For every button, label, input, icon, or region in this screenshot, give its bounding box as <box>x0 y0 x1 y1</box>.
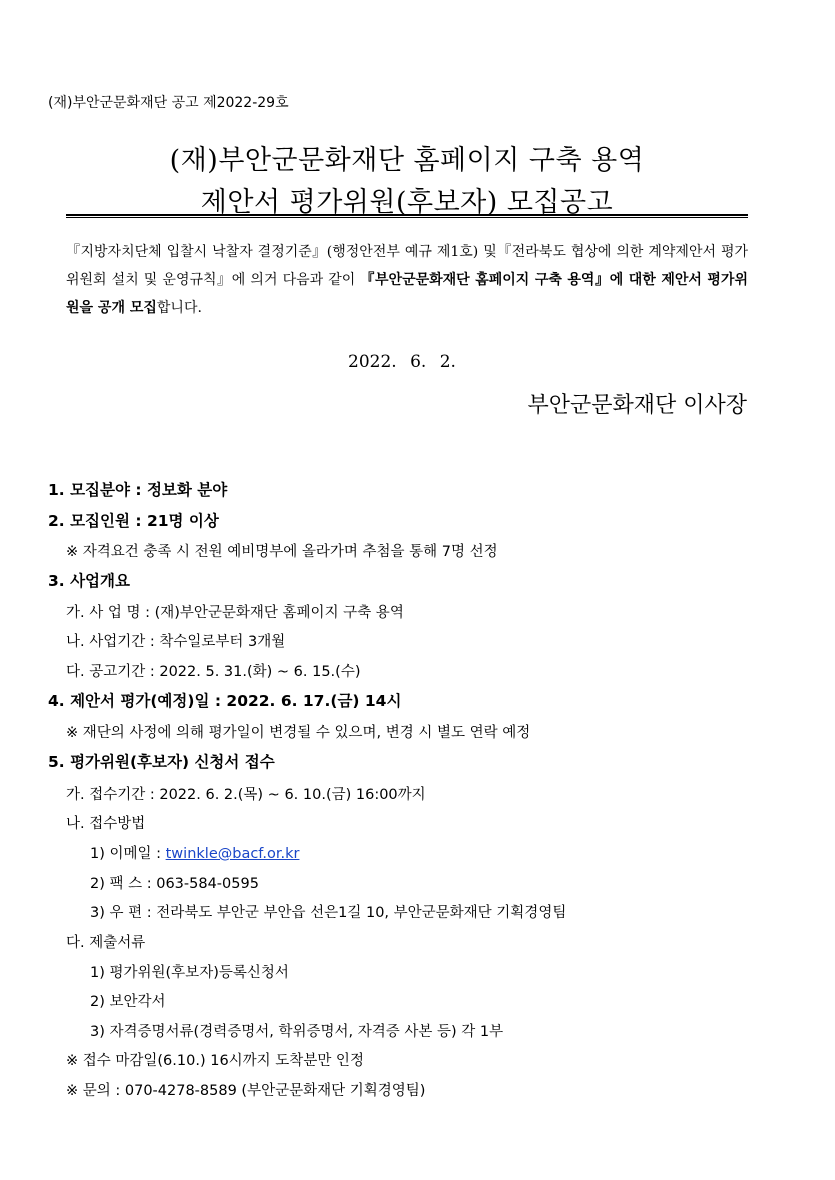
notice-title-line1: (재)부안군문화재단 홈페이지 구축 용역 <box>169 145 645 176</box>
contact-note: ※ 문의 : 070-4278-8589 (부안군문화재단 기획경영팀) <box>66 1083 426 1099</box>
section-2-heading: 2. 모집인원 : 21명 이상 <box>48 512 219 530</box>
section-5-item-b: 나. 접수방법 <box>66 816 146 832</box>
section-1-heading: 1. 모집분야 : 정보화 분야 <box>48 481 228 499</box>
section-3-item-b: 나. 사업기간 : 착수일로부터 3개월 <box>66 634 286 650</box>
document-item-1: 1) 평가위원(후보자)등록신청서 <box>90 965 289 981</box>
section-3-heading: 3. 사업개요 <box>48 572 130 590</box>
title-divider <box>66 214 748 218</box>
intro-text-bold: 『부안군문화재단 홈페이지 구축 용역』에 대한 제안서 평가위원을 공개 모집 <box>66 272 748 316</box>
section-5-mail-row: 3) 우 편 : 전라북도 부안군 부안읍 선은1길 10, 부안군문화재단 기획경영팀 <box>90 905 567 921</box>
email-label: 1) 이메일 : <box>90 846 166 862</box>
notice-signer: 부안군문화재단 이사장 <box>527 393 747 418</box>
section-5-fax-row: 2) 팩 스 : 063-584-0595 <box>90 876 259 892</box>
section-5-item-c: 다. 제출서류 <box>66 935 146 951</box>
deadline-note: ※ 접수 마감일(6.10.) 16시까지 도착분만 인정 <box>66 1053 364 1069</box>
email-link[interactable]: twinkle@bacf.or.kr <box>165 846 300 862</box>
notice-title-line2: 제안서 평가위원(후보자) 모집공고 <box>200 187 614 218</box>
section-5-heading: 5. 평가위원(후보자) 신청서 접수 <box>48 753 275 771</box>
document-item-2: 2) 보안각서 <box>90 994 166 1010</box>
intro-text-1: 『지방자치단체 입찰시 낙찰자 결정기준』(행정안전부 예규 제1호) 및『전라북도 협상에 의한 계약제안서 평가위원회 설치 및 운영규칙』에 의거 다음과 같이 <box>66 244 748 288</box>
notice-date: 2022. 6. 2. <box>348 352 456 372</box>
section-4-note: ※ 재단의 사정에 의해 평가일이 변경될 수 있으며, 변경 시 별도 연락 예정 <box>66 725 531 741</box>
notice-reference: (재)부안군문화재단 공고 제2022-29호 <box>48 95 289 111</box>
intro-paragraph <box>66 238 748 322</box>
section-3-item-a: 가. 사 업 명 : (재)부안군문화재단 홈페이지 구축 용역 <box>66 605 404 621</box>
section-5-item-a: 가. 접수기간 : 2022. 6. 2.(목) ~ 6. 10.(금) 16:00까지 <box>66 787 426 803</box>
intro-text-2: 합니다. <box>156 300 202 316</box>
section-3-item-c: 다. 공고기간 : 2022. 5. 31.(화) ~ 6. 15.(수) <box>66 664 361 680</box>
section-2-note: ※ 자격요건 충족 시 전원 예비명부에 올라가며 추첨을 통해 7명 선정 <box>66 544 498 560</box>
document-item-3: 3) 자격증명서류(경력증명서, 학위증명서, 자격증 사본 등) 각 1부 <box>90 1024 504 1040</box>
section-4-heading: 4. 제안서 평가(예정)일 : 2022. 6. 17.(금) 14시 <box>48 692 402 710</box>
section-5-email-row <box>90 842 299 863</box>
